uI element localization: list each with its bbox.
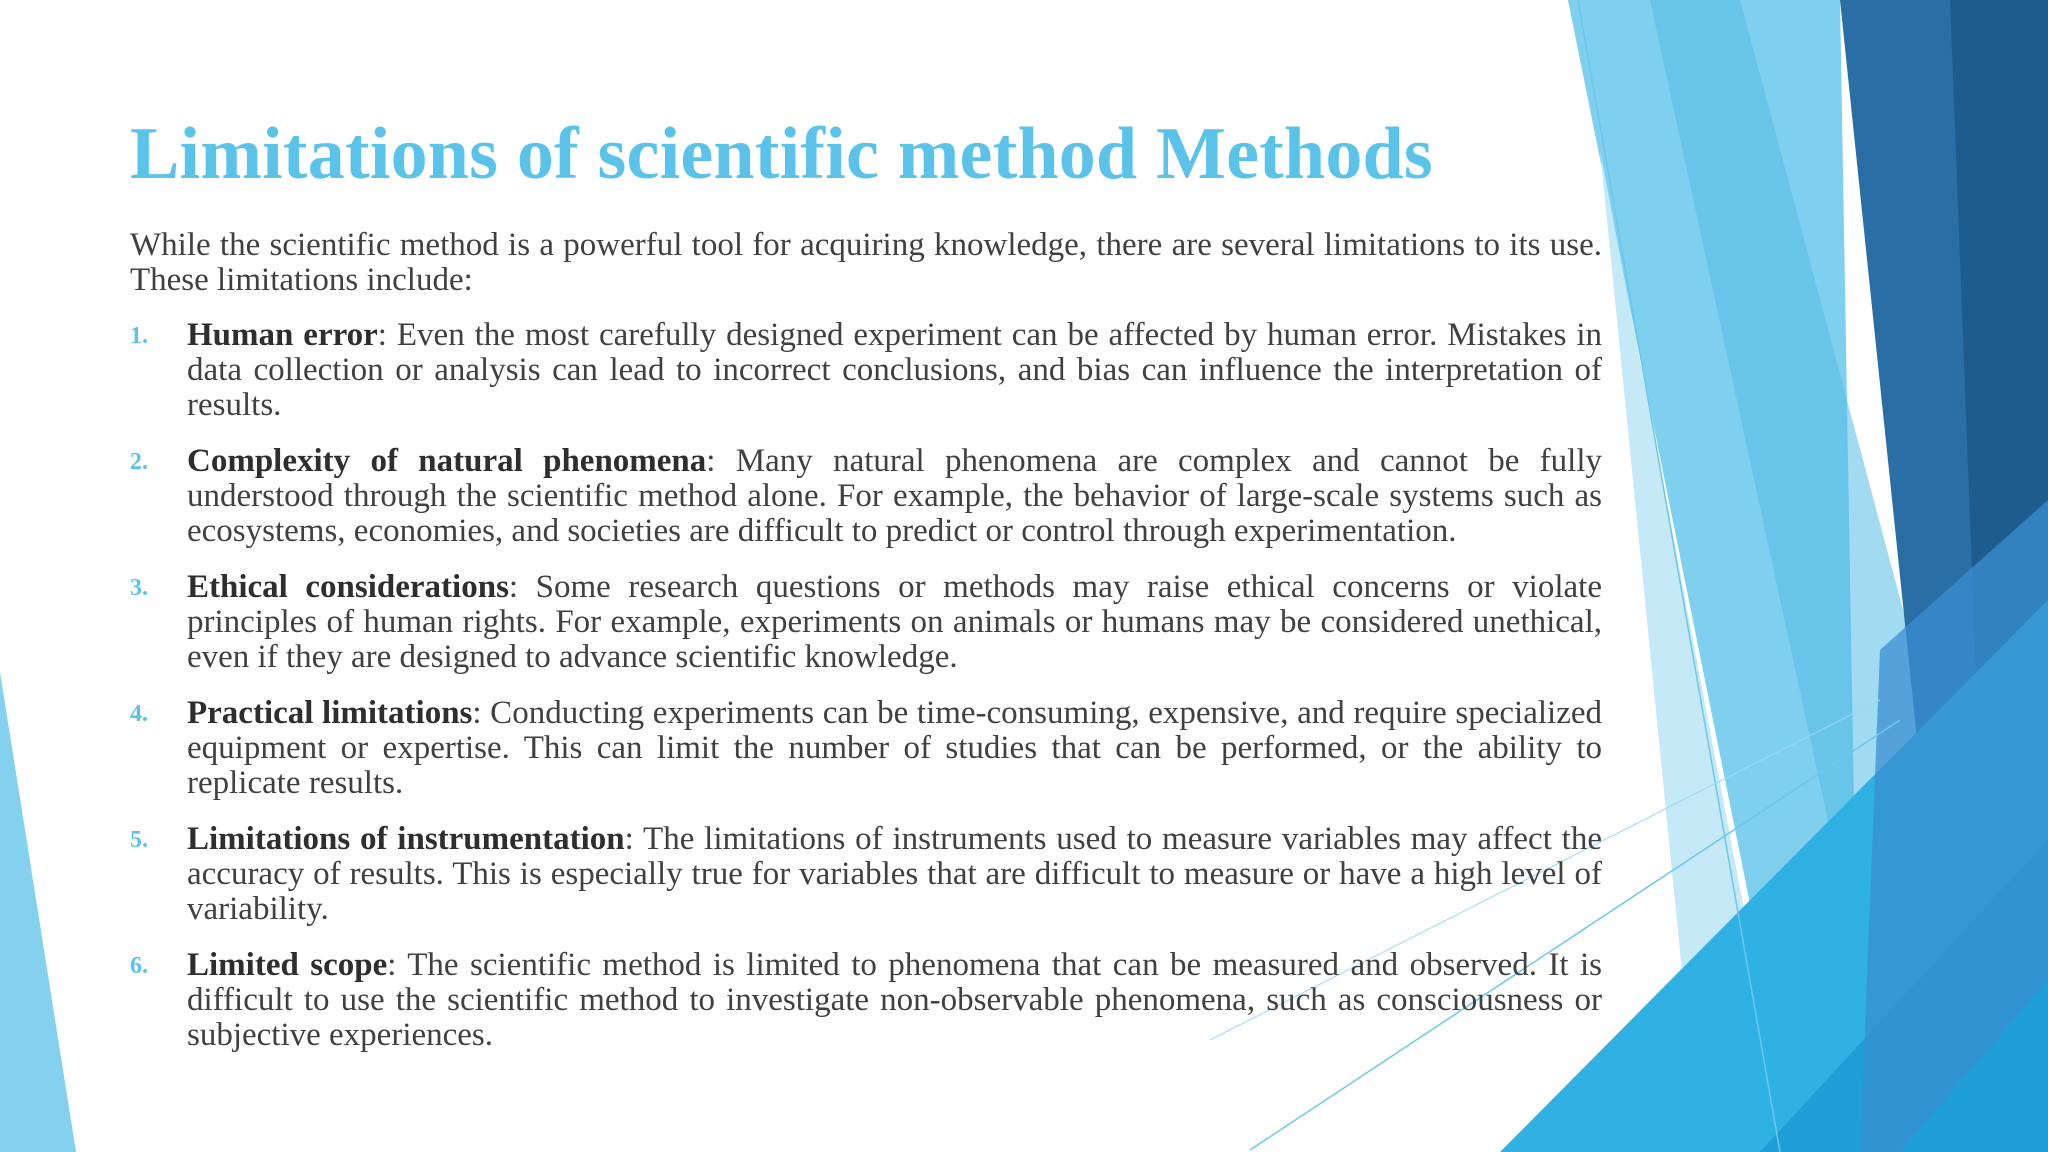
item-number: 4. [130, 701, 148, 727]
item-term: Human error [187, 317, 378, 353]
item-term: Limitations of instrumentation [187, 821, 625, 857]
item-number: 3. [130, 575, 148, 601]
list-item [130, 318, 1602, 423]
item-text: : The scientific method is limited to phenomena that can be measured and observed. It is difficult to use the scientific method to investigate non-observable phenomena, such as consciousness or subjective experiences. [187, 947, 1602, 1053]
item-term: Practical limitations [187, 695, 473, 731]
item-text: : Many natural phenomena are complex and cannot be fully understood through the scientific method alone. For example, the behavior of large-scale systems such as ecosystems, economies, and societies are difficult to predict or control through experimentation. [187, 443, 1603, 549]
slide-body [130, 228, 1602, 1074]
item-term: Ethical considerations [187, 569, 509, 605]
list-item [130, 444, 1602, 549]
left-accent-shape [0, 672, 76, 1152]
item-number: 1. [130, 323, 148, 349]
item-text: : The limitations of instruments used to measure variables may affect the accuracy of results. This is especially true for variables that are difficult to measure or have a high level of variability. [187, 821, 1602, 927]
list-item [130, 696, 1602, 801]
slide-title: Limitations of scientific method Methods [130, 113, 1433, 195]
intro-paragraph: While the scientific method is a powerful tool for acquiring knowledge, there are several limitations to its use. These limitations include: [130, 227, 1602, 298]
limitations-list [130, 318, 1602, 1053]
item-number: 5. [130, 827, 148, 853]
item-number: 2. [130, 449, 148, 475]
list-item [130, 570, 1602, 675]
item-term: Complexity of natural phenomena [187, 443, 707, 479]
list-item [130, 948, 1602, 1053]
item-text: : Some research questions or methods may raise ethical concerns or violate principles of human rights. For example, experiments on animals or humans may be considered unethical, even if they are designed to advance scientific knowledge. [187, 569, 1602, 675]
item-number: 6. [130, 953, 148, 979]
item-text: : Conducting experiments can be time-consuming, expensive, and require specialized equipment or expertise. This can limit the number of studies that can be performed, or the ability to replicate results. [187, 695, 1602, 801]
item-text: : Even the most carefully designed experiment can be affected by human error. Mistakes in data collection or analysis can lead to incorrect conclusions, and bias can influence the interpretation of results. [187, 317, 1603, 423]
item-term: Limited scope [187, 947, 388, 983]
list-item [130, 822, 1602, 927]
